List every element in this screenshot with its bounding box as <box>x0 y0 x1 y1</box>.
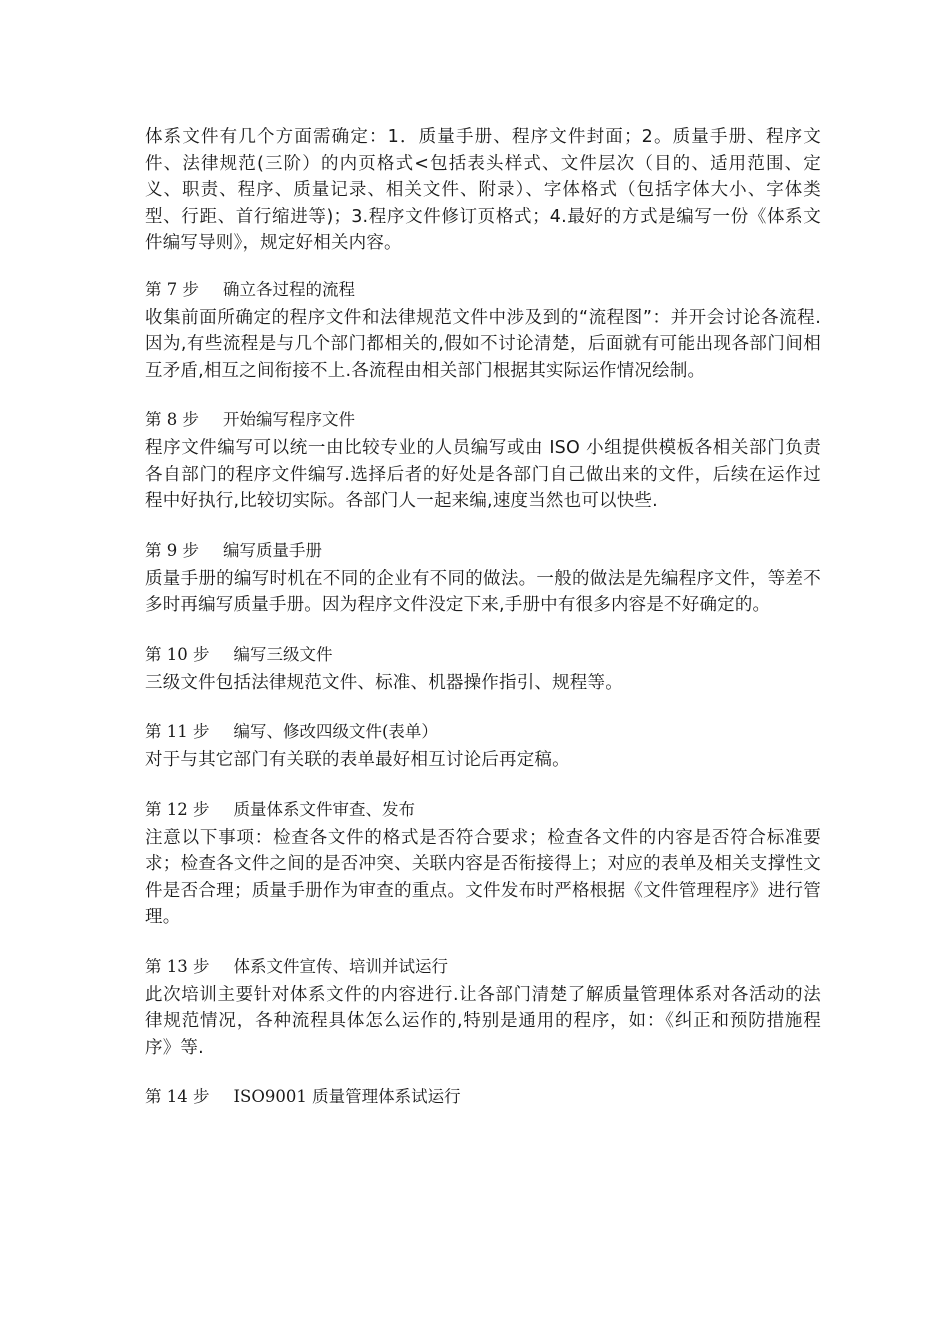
step-heading <box>145 539 821 563</box>
step-heading <box>145 955 821 979</box>
step-9 <box>145 539 821 619</box>
step-number: 第 13 步 <box>145 956 210 976</box>
step-number: 第 11 步 <box>145 722 210 741</box>
intro-paragraph: 体系文件有几个方面需确定：1．质量手册、程序文件封面；2。质量手册、程序文件、法律规范(三阶）的内页格式<包括表头样式、文件层次（目的、适用范围、定义、职责、程序、质量记录、相关文件、附录）、字体格式（包括字体大小、字体类型、行距、首行缩进等)；3.程序文件修订页格式；4.最好的方式是编写一份《体系文件编写导则》，规定好相关内容。 <box>145 127 821 253</box>
step-number: 第 7 步 <box>145 279 199 299</box>
step-body: 质量手册的编写时机在不同的企业有不同的做法。一般的做法是先编程序文件，等差不多时再编写质量手册。因为程序文件没定下来,手册中有很多内容是不好确定的。 <box>145 568 821 615</box>
step-body: 收集前面所确定的程序文件和法律规范文件中涉及到的“流程图”：并开会讨论各流程.因为,有些流程是与几个部门都相关的,假如不讨论清楚，后面就有可能出现各部门间相互矛盾,相互之间衔接不上.各流程由相关部门根据其实际运作情况绘制。 <box>145 307 821 381</box>
step-body: 三级文件包括法律规范文件、标准、机器操作指引、规程等。 <box>145 672 623 693</box>
step-heading <box>145 720 821 744</box>
step-title: 质量体系文件审查、发布 <box>233 799 415 819</box>
step-8 <box>145 408 821 515</box>
step-13 <box>145 955 821 1062</box>
step-number: 第 10 步 <box>145 644 210 664</box>
step-title: ISO9001 质量管理体系试运行 <box>233 1087 461 1106</box>
step-title: 体系文件宣传、培训并试运行 <box>233 956 448 976</box>
step-heading <box>145 1085 821 1109</box>
step-title: 编写、修改四级文件(表单） <box>233 722 438 741</box>
step-body: 注意以下事项：检查各文件的格式是否符合要求；检查各文件的内容是否符合标准要求；检查各文件之间的是否冲突、关联内容是否衔接得上；对应的表单及相关支撑性文件是否合理；质量手册作为审查的重点。文件发布时严格根据《文件管理程序》进行管理。 <box>145 827 821 927</box>
step-7 <box>145 278 821 385</box>
step-number: 第 12 步 <box>145 799 210 819</box>
step-title: 编写三级文件 <box>233 644 333 664</box>
document-page <box>145 124 821 1133</box>
step-heading <box>145 278 821 302</box>
step-number: 第 14 步 <box>145 1087 210 1106</box>
step-number: 第 8 步 <box>145 410 199 429</box>
step-title: 编写质量手册 <box>223 540 322 560</box>
step-number: 第 9 步 <box>145 540 199 560</box>
step-title: 确立各过程的流程 <box>223 279 355 299</box>
step-body: 对于与其它部门有关联的表单最好相互讨论后再定稿。 <box>145 750 570 770</box>
step-heading <box>145 798 821 822</box>
step-title: 开始编写程序文件 <box>223 410 355 429</box>
step-12 <box>145 798 821 931</box>
step-body: 此次培训主要针对体系文件的内容进行.让各部门清楚了解质量管理体系对各活动的法律规范情况，各种流程具体怎么运作的,特别是通用的程序，如：《纠正和预防措施程序》等. <box>145 984 821 1058</box>
step-10 <box>145 643 821 697</box>
step-heading <box>145 643 821 667</box>
step-14 <box>145 1085 821 1109</box>
step-11 <box>145 720 821 774</box>
step-heading <box>145 408 821 432</box>
step-body: 程序文件编写可以统一由比较专业的人员编写或由 ISO 小组提供模板各相关部门负责各自部门的程序文件编写.选择后者的好处是各部门自己做出来的文件，后续在运作过程中好执行,比较切实际。各部门人一起来编,速度当然也可以快些. <box>145 438 821 511</box>
